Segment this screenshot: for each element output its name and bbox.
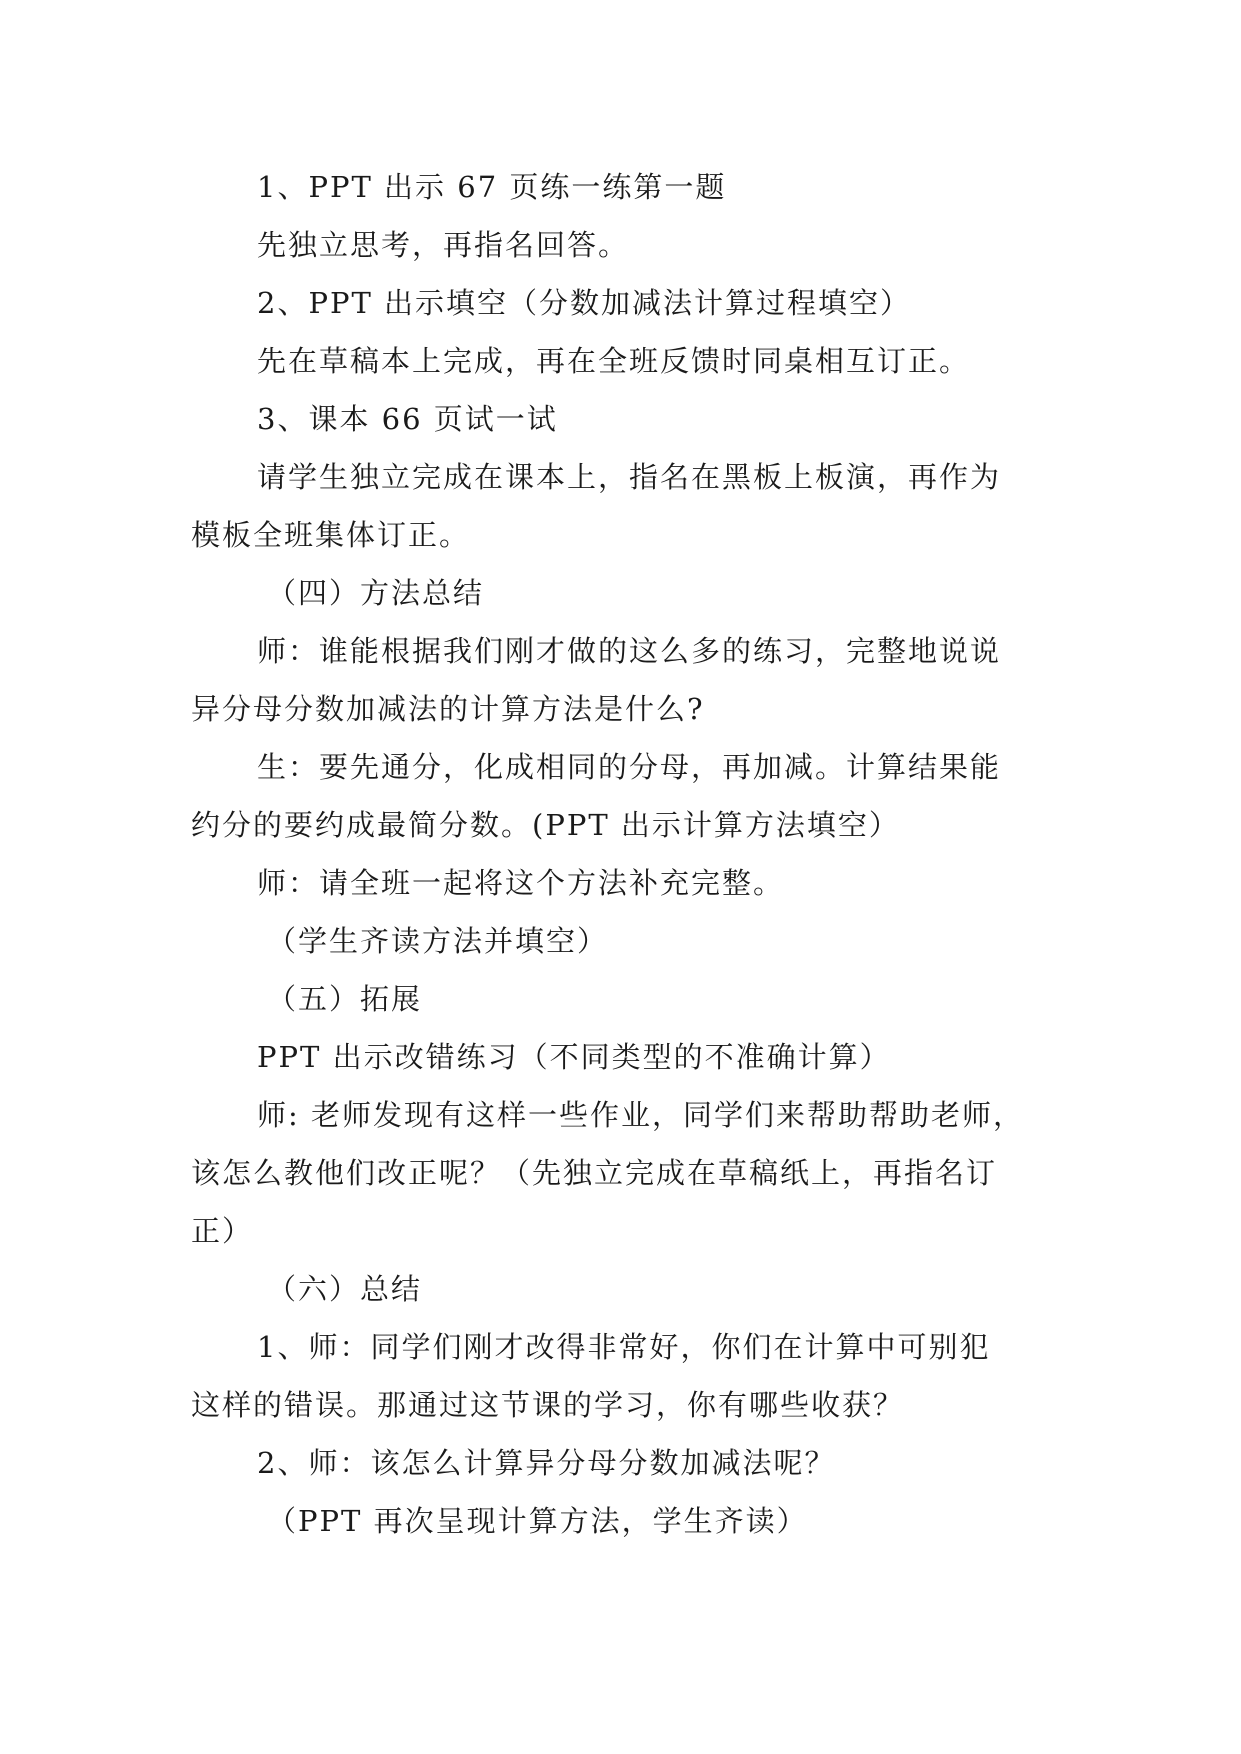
text-line: 约分的要约成最简分数。(PPT 出示计算方法填空）: [191, 808, 900, 842]
text-line: 正）: [191, 1214, 254, 1248]
text-line: 生：要先通分，化成相同的分母，再加减。计算结果能: [257, 750, 1002, 784]
text-line: 先独立思考，再指名回答。: [257, 228, 630, 262]
document-body: [191, 158, 1051, 1550]
text-line: （学生齐读方法并填空）: [267, 924, 609, 958]
text-line: 异分母分数加减法的计算方法是什么?: [191, 692, 705, 726]
text-line: 3、课本 66 页试一试: [257, 402, 558, 436]
text-line: 这样的错误。那通过这节课的学习，你有哪些收获？: [191, 1388, 905, 1422]
text-line: 2、师：该怎么计算异分母分数加减法呢？: [257, 1446, 836, 1480]
text-line: 2、PPT 出示填空（分数加减法计算过程填空）: [257, 286, 912, 320]
text-line: 模板全班集体订正。: [191, 518, 471, 552]
text-line: 1、PPT 出示 67 页练一练第一题: [257, 170, 727, 204]
section-heading: （四）方法总结: [267, 576, 485, 610]
text-line: 师：谁能根据我们刚才做的这么多的练习，完整地说说: [257, 634, 1002, 668]
text-line: 师：请全班一起将这个方法补充完整。: [257, 866, 785, 900]
section-heading: （六）总结: [267, 1272, 423, 1306]
text-line: 请学生独立完成在课本上，指名在黑板上板演，再作为: [257, 460, 1002, 494]
section-heading: （五）拓展: [267, 982, 423, 1016]
text-line: 1、师：同学们刚才改得非常好，你们在计算中可别犯: [257, 1330, 991, 1364]
text-line: 师: 老师发现有这样一些作业，同学们来帮助帮助老师，: [257, 1098, 1024, 1132]
text-line: 先在草稿本上完成，再在全班反馈时同桌相互订正。: [257, 344, 971, 378]
text-line: PPT 出示改错练习（不同类型的不准确计算）: [257, 1040, 891, 1074]
text-line: 该怎么教他们改正呢？（先独立完成在草稿纸上，再指名订: [191, 1156, 998, 1190]
text-line: （PPT 再次呈现计算方法，学生齐读）: [267, 1504, 808, 1538]
